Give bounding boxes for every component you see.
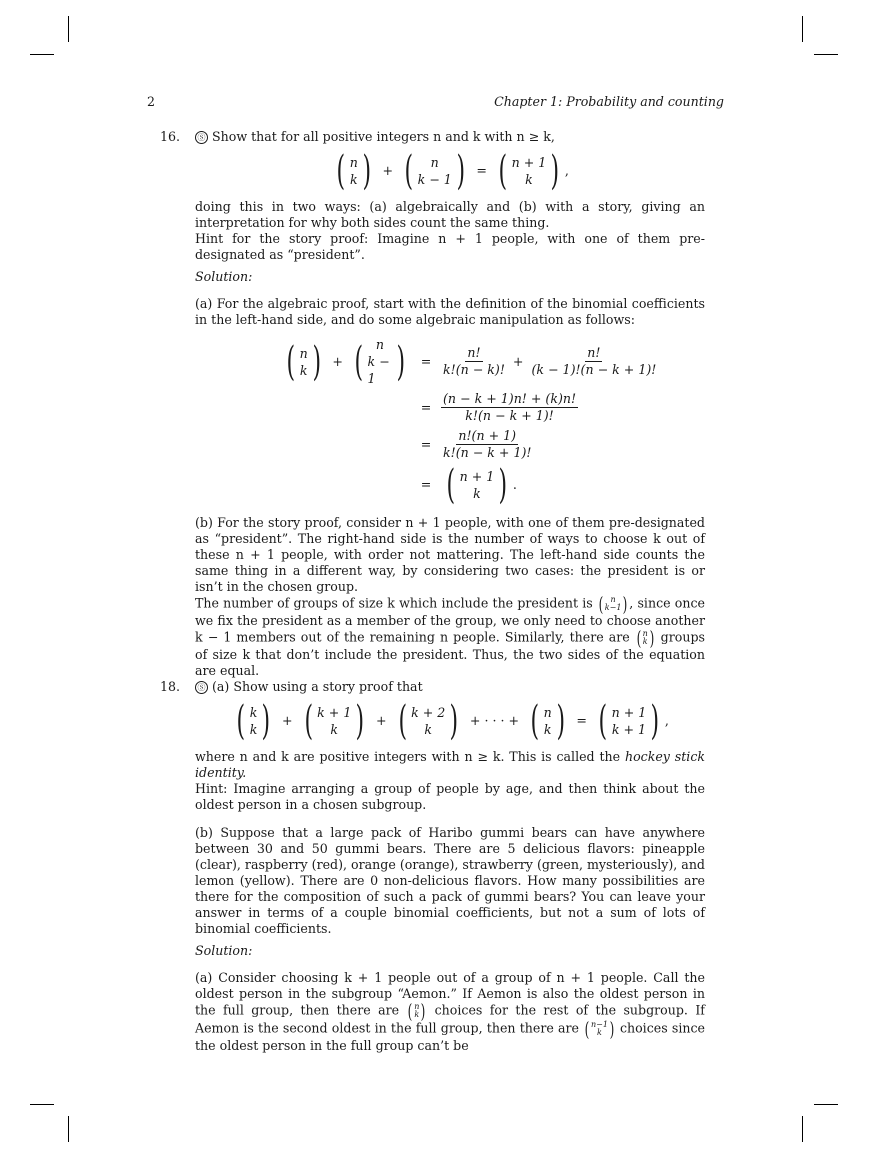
paragraph: (b) Suppose that a large pack of Haribo gummi bears can have anywhere between 30 and 50 gummi bears. There are 5 delicious flavors: pineapple (clear), raspberry (red), orange (orange), strawberry (green, mysteriously), and lemon (yellow). There are 0 non-delicious flavors. How many possibilities are there for the composition of such a pack of gummi bears? You can leave your answer in terms of a couple binomial coefficients, but not a sum of lots of binomial coefficients.: [195, 825, 705, 936]
derivation-step: ( n + 1 k ) .: [446, 462, 517, 508]
crop-mark: [814, 1104, 838, 1105]
display-equation: ( k k ) + ( k + 1 k ) + ( k + 2 k ) + · · · + ( n k ) = ( n + 1 k + 1 ) ,: [236, 698, 669, 744]
problem-intro: Ⓢ Show that for all positive integers n and k with n ≥ k,: [195, 129, 705, 145]
problem-number: 16.: [160, 129, 181, 144]
derivation-lhs: ( n k ) + ( n k − 1 ): [286, 337, 406, 386]
inline-binomial: ( n−1 k ): [584, 1017, 615, 1041]
binomial: ( n k ): [336, 148, 371, 194]
binomial: ( n k − 1 ): [404, 148, 465, 194]
crop-mark: [814, 54, 838, 55]
paragraph: (b) For the story proof, consider n + 1 people, with one of them pre-designated as “president”. The right-hand side is the number of ways to choose k out of these n + 1 people, with order not mattering. The left-hand side counts the same thing in a different way, by considering two cases: the president is or isn’t in the chosen group.: [195, 515, 705, 594]
problem-intro: Ⓢ (a) Show using a story proof that: [195, 679, 705, 695]
hint: Hint for the story proof: Imagine n + 1 people, with one of them pre-designated as “president”.: [195, 231, 705, 262]
page-content: [160, 129, 705, 1054]
s-mark-icon: Ⓢ: [195, 131, 208, 144]
solution-label: Solution:: [195, 943, 253, 958]
paragraph: (a) Consider choosing k + 1 people out of a group of n + 1 people. Call the oldest person in the subgroup “Aemon.” If Aemon is also the oldest person in the full group, then there are ( n k ) choices for the rest of the subgroup. If Aemon is the second oldest in the full group, then there are ( n−1 k ) choices since the oldest person in the full group can’t be: [195, 970, 705, 1053]
derivation-step: $\frac{n!}{k!(n - k)!}$ + $\frac{n!}{(k - 1)!(n - k + 1)!}$: [443, 345, 657, 377]
inline-binomial: ( n k ): [408, 999, 426, 1023]
crop-mark: [30, 1104, 54, 1105]
s-mark-icon: Ⓢ: [195, 681, 208, 694]
paragraph: where n and k are positive integers with n ≥ k. This is called the hockey stick identity.: [195, 749, 706, 780]
hint: Hint: Imagine arranging a group of people by age, and then think about the oldest person in a chosen subgroup.: [195, 781, 705, 812]
crop-mark: [802, 1116, 803, 1142]
paragraph: doing this in two ways: (a) algebraically and (b) with a story, giving an interpretation for why both sides count the same thing.: [195, 199, 705, 230]
page-number: 2: [147, 94, 156, 109]
solution-label: Solution:: [195, 269, 253, 284]
crop-mark: [68, 16, 69, 42]
problem-16: [160, 129, 705, 679]
display-equation: ( n k ) + ( n k − 1 ) = ( n + 1 k ) ,: [195, 151, 705, 191]
page-header: [147, 94, 724, 112]
inline-binomial: ( n k ): [636, 626, 655, 650]
chapter-title: Chapter 1: Probability and counting: [494, 94, 724, 109]
inline-binomial: ( n k−1 ): [598, 592, 628, 616]
derivation-step: $\frac{n!(n + 1)}{k!(n - k + 1)!}$: [443, 428, 532, 460]
problem-18: [160, 679, 705, 1054]
crop-mark: [802, 16, 803, 42]
problem-number: 18.: [160, 679, 181, 694]
paragraph: (a) For the algebraic proof, start with the definition of the binomial coefficients in the left-hand side, and do some algebraic manipulation as follows:: [195, 296, 705, 327]
crop-mark: [30, 54, 54, 55]
aligned-derivation: ( n k ) + ( n k − 1 ) = $\frac{n!}{k!(n - k)!}$ + $\frac{n!}{(k - 1)!(n - k + 1)!}$ = $\frac{(n - k + 1)n! + (k)n!}{k!(n - k + 1)!}$ = $\frac{n!(n + 1)}{k!(n - k + 1)!}$ = ( n + 1 k ) .: [281, 336, 705, 505]
crop-mark: [68, 1116, 69, 1142]
derivation-step: $\frac{(n - k + 1)n! + (k)n!}{k!(n - k + 1)!}$: [443, 391, 577, 423]
paragraph: The number of groups of size k which include the president is ( n k−1 ) , since once we fix the president as a member of the group, we only need to choose another k − 1 members out of the remaining n people. Similarly, there are ( n k ) groups of size k that don’t include the president. Thus, the two sides of the equation are equal.: [195, 592, 705, 678]
binomial: ( n + 1 k ): [498, 148, 560, 194]
